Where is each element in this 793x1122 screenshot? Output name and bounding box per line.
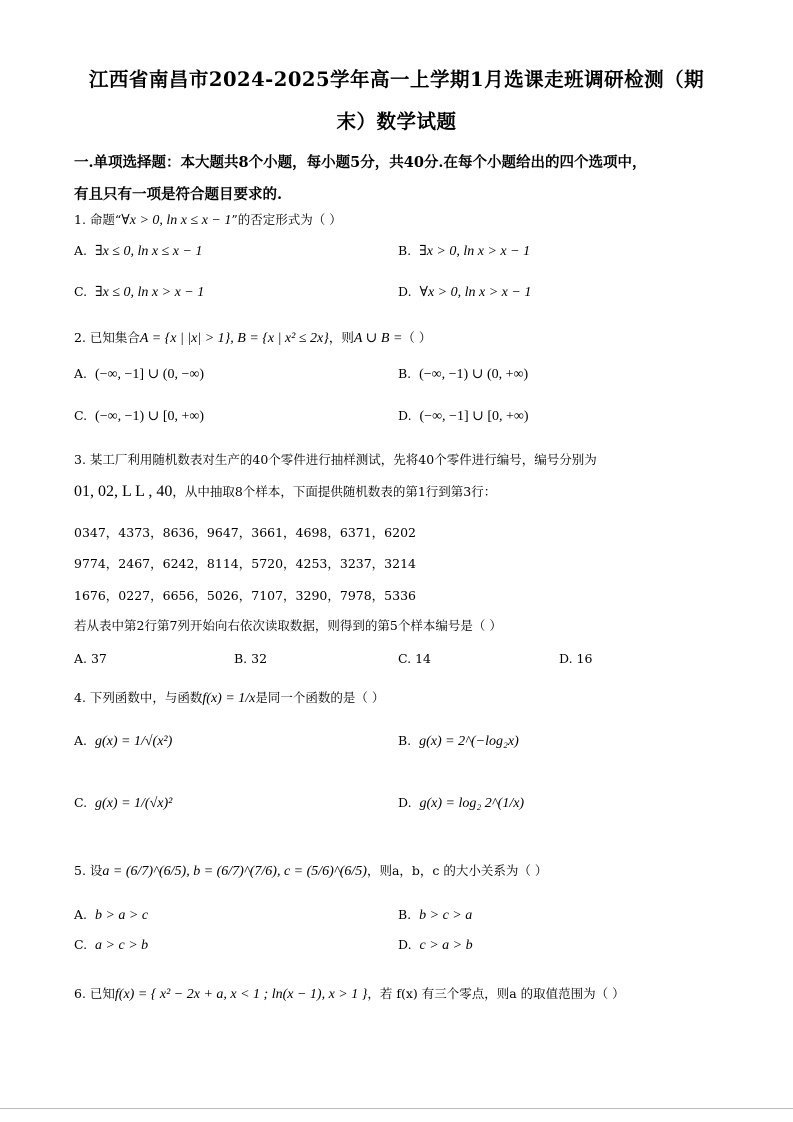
question-6-prefix: 6. 已知 — [74, 986, 115, 1001]
section-heading-continued: 有且只有一项是符合题目要求的. — [74, 186, 283, 203]
option-formula: c > a > b — [419, 938, 473, 953]
option-label: B. — [398, 366, 412, 381]
question-6-suffix: ，若 f(x) 有三个零点，则a 的取值范围为（ ） — [367, 986, 625, 1001]
question-3-prompt: 若从表中第2行第7列开始向右依次读取数据，则得到的第5个样本编号是（ ） — [74, 618, 502, 633]
question-2-suffix: （ ） — [402, 330, 432, 345]
option-formula: ∃x ≤ 0, ln x ≤ x − 1 — [94, 244, 203, 259]
option-formula: (−∞, −1) ∪ (0, +∞) — [419, 367, 529, 382]
question-5-suffix: ，则a，b，c 的大小关系为（ ） — [366, 863, 548, 878]
option-label: C. — [74, 937, 88, 952]
question-5-formula: a = (6/7)^(6/5), b = (6/7)^(7/6), c = (5/6)^(6/5) — [102, 864, 367, 879]
question-5 — [74, 865, 547, 879]
question-1-formula: ∀x > 0, ln x ≤ x − 1 — [121, 213, 232, 228]
random-table-row-1: 0347，4373，8636，9647，3661，4698，6371，6202 — [74, 525, 416, 540]
option-formula: a > c > b — [95, 938, 149, 953]
q5-option-b[interactable] — [398, 909, 472, 923]
page-title: 江西省南昌市2024-2025学年高一上学期1月选课走班调研检测（期 — [88, 68, 705, 91]
question-6 — [74, 988, 625, 1002]
option-label: D. — [398, 408, 412, 423]
option-formula: ∀x > 0, ln x > x − 1 — [419, 285, 532, 300]
question-4 — [74, 692, 384, 706]
option-label: D. — [398, 937, 412, 952]
option-label: A. — [74, 733, 88, 748]
question-2-union: A ∪ B = — [353, 331, 403, 346]
option-label: C. — [74, 408, 88, 423]
q5-option-d[interactable] — [398, 939, 473, 953]
option-formula: (−∞, −1] ∪ [0, +∞) — [419, 409, 529, 424]
question-4-suffix: 是同一个函数的是（ ） — [255, 690, 385, 705]
question-6-formula: f(x) = { x² − 2x + a, x < 1 ; ln(x − 1), x > 1 } — [114, 987, 368, 1002]
q1-option-a[interactable] — [74, 245, 202, 259]
section-heading: 一.单项选择题：本大题共8个小题，每小题5分，共40分.在每个小题给出的四个选项中， — [74, 154, 647, 171]
q3-option-c[interactable]: C. 14 — [398, 651, 431, 666]
q3-option-a[interactable]: A. 37 — [74, 651, 107, 666]
q5-option-a[interactable] — [74, 909, 148, 923]
option-label: A. — [74, 907, 88, 922]
question-3-continued — [74, 484, 496, 500]
option-formula: b > c > a — [419, 908, 473, 923]
option-formula: g(x) = 2^(−log₂x) — [419, 734, 519, 749]
q1-option-c[interactable] — [74, 286, 204, 300]
option-label: B. — [398, 907, 412, 922]
option-formula: (−∞, −1] ∪ (0, −∞) — [94, 367, 204, 382]
option-formula: g(x) = log₂ 2^(1/x) — [419, 796, 525, 811]
q1-option-d[interactable] — [398, 286, 531, 300]
question-3-text: ，从中抽取8个样本，下面提供随机数表的第1行到第3行： — [172, 484, 497, 499]
option-formula: ∃x ≤ 0, ln x > x − 1 — [95, 285, 205, 300]
option-formula: ∃x > 0, ln x > x − 1 — [419, 244, 531, 259]
q4-option-b[interactable] — [398, 735, 519, 749]
q2-option-b[interactable] — [398, 368, 528, 382]
q2-option-a[interactable] — [74, 368, 204, 382]
page-bottom-divider — [0, 1108, 793, 1109]
question-1-suffix: ”的否定形式为（ ） — [231, 212, 342, 227]
question-2-prefix: 2. 已知集合 — [74, 330, 140, 345]
question-2 — [74, 332, 431, 346]
random-table-row-2: 9774，2467，6242，8114，5720，4253，3237，3214 — [74, 556, 416, 571]
q3-option-b[interactable]: B. 32 — [234, 651, 268, 666]
question-1-prefix: 1. 命题“ — [74, 212, 122, 227]
q3-option-d[interactable]: D. 16 — [559, 651, 593, 666]
question-5-prefix: 5. 设 — [74, 863, 103, 878]
q4-option-a[interactable] — [74, 735, 172, 749]
option-label: C. — [74, 284, 88, 299]
page-title-continued: 末）数学试题 — [336, 110, 457, 133]
q2-option-d[interactable] — [398, 410, 529, 424]
q4-option-d[interactable] — [398, 797, 524, 811]
option-label: D. — [398, 284, 412, 299]
question-2-formula: A = {x | |x| > 1}, B = {x | x² ≤ 2x} — [139, 331, 329, 346]
option-formula: g(x) = 1/(√x)² — [95, 796, 173, 811]
question-2-mid: ，则 — [328, 330, 354, 345]
option-formula: b > a > c — [94, 908, 149, 923]
option-formula: (−∞, −1) ∪ [0, +∞) — [95, 409, 205, 424]
random-table-row-3: 1676，0227，6656，5026，7107，3290，7978，5336 — [74, 588, 416, 603]
option-label: D. — [398, 795, 412, 810]
option-label: B. — [398, 243, 412, 258]
q4-option-c[interactable] — [74, 797, 172, 811]
option-formula: g(x) = 1/√(x²) — [94, 734, 173, 749]
question-1 — [74, 214, 342, 228]
question-3-numbering: 01, 02, L L , 40 — [74, 483, 173, 500]
question-4-formula: f(x) = 1/x — [202, 691, 256, 706]
q5-option-c[interactable] — [74, 939, 148, 953]
option-label: A. — [74, 243, 88, 258]
option-label: B. — [398, 733, 412, 748]
option-label: C. — [74, 795, 88, 810]
question-4-prefix: 4. 下列函数中，与函数 — [74, 690, 203, 705]
question-3: 3. 某工厂利用随机数表对生产的40个零件进行抽样测试，先将40个零件进行编号，编号分别为 — [74, 452, 597, 467]
option-label: A. — [74, 366, 88, 381]
q2-option-c[interactable] — [74, 410, 204, 424]
q1-option-b[interactable] — [398, 245, 530, 259]
